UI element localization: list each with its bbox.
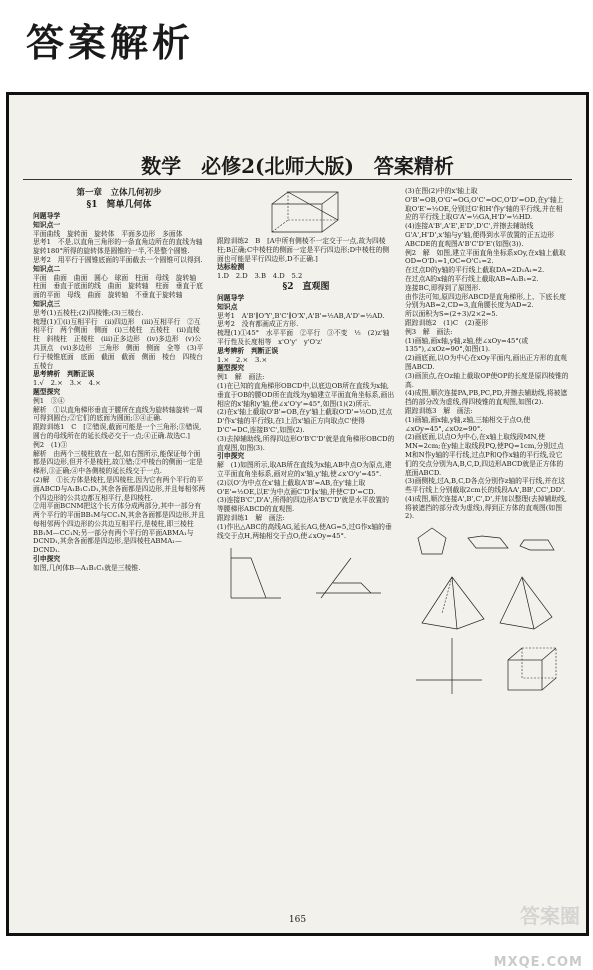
text-line: 问题导学	[217, 293, 245, 302]
text-line: (3)在图(2)中的x'轴上取O'B'=OB,O'G'=OG,O'C'=OC,O'D'=OD,在y'轴上取O'E'=½OE,分别过G'和H'作y'轴的平行线,并在相应的平行线上取G'A'=½GA,H'D'=½HD.	[405, 187, 564, 222]
text-line: 例2 (1)③	[33, 440, 68, 449]
text-line: 跟踪训练3 解 画法:	[405, 406, 473, 415]
text-line: 1.√ 2.× 3.× 4.×	[33, 379, 101, 388]
text-line: (3)连接B'C',D'A',所得的四边形A'B'C'D'就是水平放置的等腰梯形ABCD的直观图.	[217, 496, 389, 514]
text-line: 引申探究	[33, 555, 61, 564]
text-line: 平面 曲面 曲面 圆心 球面 柱面 母线 旋转轴 柱面 垂直于底面的线 曲面 旋转轴 柱面 垂直于底面的平面 母线 曲面 旋转轴 不垂直于旋转轴	[33, 273, 203, 300]
watermark-url: MXQE.COM	[493, 955, 583, 970]
text-line: (4)成图,顺次连接A',B',C',D',并加以整理(去掉辅助线,将被遮挡的部分改为虚线),得到正方体的直观图(如图2).	[405, 494, 568, 521]
text-line: 思考辨析 判断正误	[217, 346, 279, 355]
banner-title: 答案解析	[26, 21, 195, 65]
text-line: 思考2 用平行于圆锥底面的平面截去一个圆锥可以得到.	[33, 255, 203, 264]
section-title-2: §2 直观图	[282, 281, 330, 292]
text-line: (2)画底面,以点O为中心,在x轴上取线段MN,使MN=2cm;在y轴上取线段PQ,使PQ=1cm,分别过点M和N作y轴的平行线,过点P和Q作x轴的平行线,设它们的交点分别为A,B,C,D,四边形ABCD就是正方体的底面ABCD.	[405, 433, 564, 477]
page-number: 165	[288, 915, 307, 925]
text-line: 知识点三	[33, 299, 61, 308]
text-line: 思考(1)五棱柱;(2)四棱锥;(3)三棱台.	[33, 308, 144, 317]
text-line: 题型探究	[217, 364, 245, 373]
text-line: 思考2 没有都画成正方形.	[217, 320, 299, 329]
header-rule	[23, 179, 572, 180]
text-line: 梳理(1)①(i)互相平行 (ii)四边形 (iii)互相平行 ②互相平行 两个侧面 侧面 (i)三棱柱 五棱柱 (ii)直棱柱 斜棱柱 正棱柱 (iii)正多边形 (iv)多边形 (v)公共顶点 (vi)多边形 三角形 侧面 侧面 全等 (3)平行于棱锥底面 底面 截面 截面 侧面 棱台 四棱台 五棱台	[33, 317, 210, 370]
text-line: 解 (1)如图所示,取AB所在直线为x轴,AB中点O为原点,建立平面直角坐标系,画对应的x'轴,y'轴,使∠x'O'y'=45°.	[217, 461, 392, 478]
text-line: 达标检测	[217, 263, 245, 272]
text-line: 连接BC,即得到了原图形.	[405, 283, 481, 292]
text-line: 1.D 2.D 3.B 4.D 5.2	[217, 272, 303, 281]
text-line: (2)以O'为中点在x'轴上截取A'B'=AB,在y'轴上取O'E'=½OE,以E'为中点画C'D'∥x'轴,并使C'D'=CD.	[217, 478, 376, 496]
text-line: 思考辨析 判断正误	[33, 370, 95, 379]
text-line: 跟踪训练2 B [A中所有侧棱不一定交于一点,故为四棱柱;B正确;C中棱柱的侧面一定是平行四边形;D中棱柱的侧面也可能是平行四边形,D不正确.]	[217, 237, 390, 263]
text-line: (4)成图,顺次连接PA,PB,PC,PD,并擦去辅助线,将被遮挡的部分改为虚线,得四棱锥的直观图,如图(2).	[405, 389, 568, 407]
column-2-body	[217, 294, 395, 540]
text-line: 思考1 不是,以直角三角形的一条直角边所在的直线为轴旋转180°所得的旋转体是圆锥的一半,不是整个圆锥.	[33, 238, 203, 256]
text-line: (3)画侧棱,过A,B,C,D各点分别作z轴的平行线,并在这些平行线上分别截取2cm长的线段AA',BB',CC',DD'.	[405, 477, 566, 495]
text-line: (1)画轴,画x轴,y轴,z轴,使∠xOy=45°(或135°),∠xOz=90°,如图(1).	[405, 336, 529, 354]
text-line: 知识点二	[33, 264, 61, 273]
text-line: 例1 ③④	[33, 396, 65, 405]
text-line: 知识点	[217, 302, 238, 311]
text-line: 解析 由两个三棱柱放在一起,如右图所示,能保证每个面都是四边形,但并不是棱柱,故①错;②中棱台的侧面一定是梯形,③正确;④中各侧棱的延长线交于一点.	[33, 449, 203, 476]
text-line: (2)在x'轴上截取O'B'=OB,在y'轴上截取O'D'=½OD,过点D'作x'轴的平行线l,在l上沿x'轴正方向取点C'使得D'C'=DC,连接B'C',如图(2).	[217, 408, 393, 434]
text-line: 1.× 2.× 3.×	[217, 355, 268, 364]
text-line: (3)画顶点,在Oz轴上截取OP使OP的长度是原四棱锥的高.	[405, 371, 569, 389]
page-header: 数学 必修2(北师大版) 答案精析	[141, 154, 454, 178]
text-line: 问题导学	[33, 212, 61, 220]
text-line: 解析 ①以直角梯形垂直于腰所在直线为旋转轴旋转一周可得到圆台;②它们的底面为圆面;③④正确.	[33, 405, 203, 423]
column-1	[33, 187, 210, 573]
text-line: 引申探究	[217, 452, 245, 461]
chapter-title: 第一章 立体几何初步	[76, 188, 162, 198]
text-line: (3)去掉辅助线,所得四边形O'B'C'D'就是直角梯形OBCD的直观图,如图(3).	[217, 434, 395, 452]
column-2-top	[217, 237, 395, 281]
prism-figure	[266, 190, 346, 234]
page-frame	[6, 92, 589, 936]
column-3-body	[405, 187, 569, 521]
column-1-body	[33, 212, 210, 573]
pentagon-figures	[412, 524, 562, 570]
watermark-logo: 答案圈	[520, 904, 580, 928]
text-line: 所以面积为S=(2+3)/2×2=5.	[405, 310, 498, 319]
text-line: (1)画轴,画x轴,y轴,z轴,三轴相交于点O,使∠xOy=45°,∠xOz=90°.	[405, 415, 531, 433]
text-line: 跟踪训练2 (1)C (2)菱形	[405, 318, 489, 327]
text-line: 例1 解 画法:	[217, 373, 265, 382]
text-line: (2)解 ①长方体是棱柱,是四棱柱,因为它有两个平行的平面ABCD与A₁B₁C₁D₁,其余各面都是四边形,并且每相邻两个四边形的公共边都互相平行,是四棱柱.	[33, 475, 205, 502]
cube-figures	[412, 636, 562, 696]
text-line: 梳理(1)①45° 水平平面 ②平行 ③不变 ½ (2)z'轴 平行性及长度相等 x'O'y' y'O'z'	[217, 329, 397, 346]
text-line: 知识点一	[33, 220, 61, 229]
text-line: 跟踪训练1 解 画法:	[217, 513, 285, 522]
text-line: 例2 解 如图,建立平面直角坐标系xOy,在x轴上截取OD=O'D₁=1,OC=O'C₁=2.	[405, 248, 566, 266]
text-line: 在过点D的y轴的平行线上截取DA=2D₁A₁=2.	[405, 266, 545, 275]
text-line: 例3 解 画法:	[405, 327, 453, 336]
trapezoid-figures	[221, 543, 391, 603]
section-title-1: §1 简单几何体	[86, 200, 152, 210]
text-line: 在过点A的x轴的平行线上截取AB=A₁B₁=2.	[405, 274, 539, 283]
column-3	[405, 187, 569, 699]
text-line: ②用平面BCNM把这个长方体分成两部分,其中一部分有两个平行的平面BB₁M与CC₁N,其余各面都是四边形,并且每相邻两个四边形的公共边互相平行,是棱柱,即三棱柱BB₁M—CC₁N;另一部分有两个平行的平面ABMA₁与DCND₁,其余各面都是四边形,是四棱柱ABMA₁—DCND₁.	[33, 502, 205, 555]
text-line: (1)作出△ABC的高线AG,延长AG,使AG=5,过G作x轴的垂线交于点H,两轴相交于点O,使∠xOy=45°.	[217, 522, 392, 540]
pyramid-figures	[412, 573, 562, 633]
text-line: 思考1 A'B'∥O'Y',B'C'∥O'X',A'B'=½AB,A'D'=½AD.	[217, 311, 385, 320]
text-line: (4)连接A'B',A'E',E'D',D'C',并擦去辅助线G'A',H'D',x'轴与y'轴,便得到水平放置的正五边形ABCDE的直观图A'B'C'D'E'(如图(3)).	[405, 222, 555, 248]
text-line: 平面曲线 旋转面 旋转体 平面多边形 多面体	[33, 229, 183, 238]
text-line: (1)在已知的直角梯形OBCD中,以底边OB所在直线为x轴,垂直于OB的腰OD所在直线为y轴建立平面直角坐标系,画出相应的x'轴和y'轴,使∠x'O'y'=45°,如图(1)(2)所示.	[217, 381, 395, 408]
text-line: 题型探究	[33, 387, 61, 396]
text-line: 由作法可知,原四边形ABCD是直角梯形,上、下底长度分别为AB=2,CD=3,直角腰长度为AD=2.	[405, 292, 566, 310]
text-line: 如图,几何体B—A₁B₁C₁就是三棱锥.	[33, 563, 141, 572]
column-2	[217, 187, 395, 606]
text-line: 跟踪训练1 C [②错误,截面可能是一个三角形;③错误,圆台的母线所在的延长线必交于一点;④正确.故选C.]	[33, 423, 202, 440]
text-line: (2)画底面,以O为中心在xOy平面内,画出正方形的直观图ABCD.	[405, 354, 567, 371]
